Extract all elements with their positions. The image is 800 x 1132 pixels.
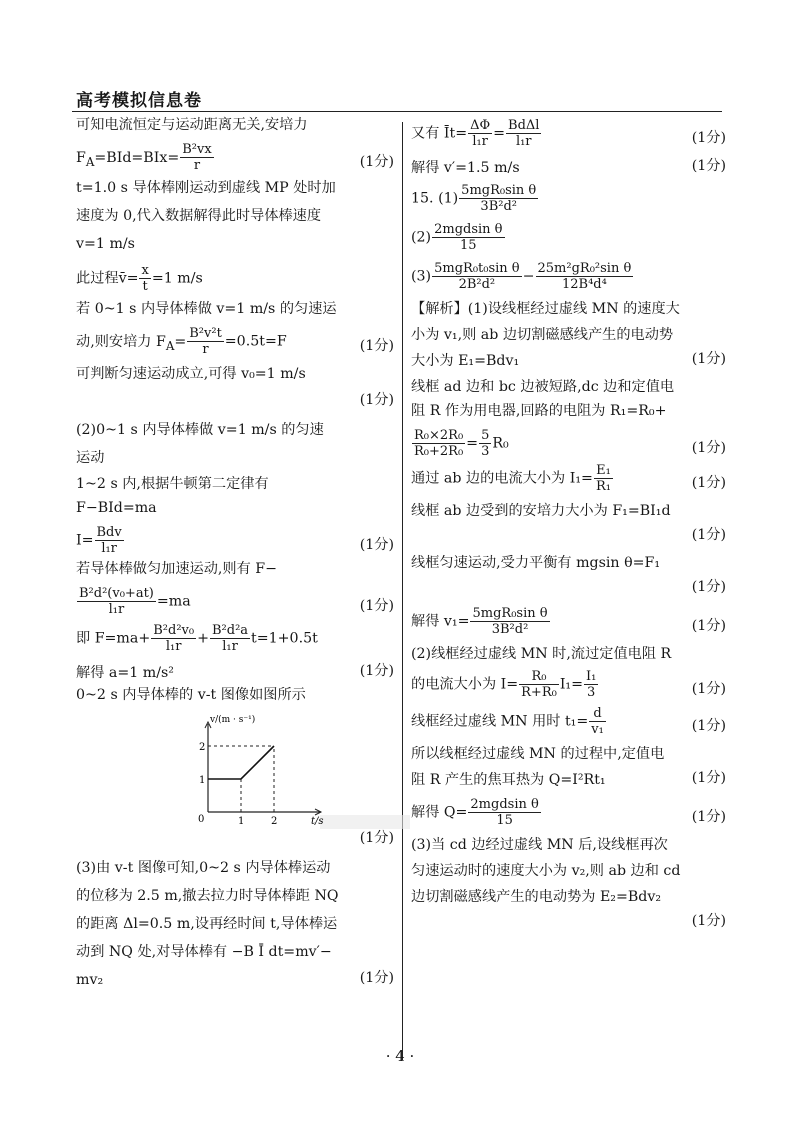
right-line: 阻 R 产生的焦耳热为 Q=I²Rt₁ (1分) xyxy=(411,770,726,788)
fraction: $\frac{\text{Bdv}}{\text{l₁r}}$ xyxy=(96,525,122,556)
fraction: $\frac{\text{25m²gR₀²sin θ}}{\text{12B⁴d⁴}}$ xyxy=(537,261,632,292)
left-line: 此过程v̄= $\frac{x}{t}$ =1 m/s xyxy=(76,263,203,294)
left-line: (2)0~1 s 内导体棒做 v=1 m/s 的匀速 xyxy=(76,422,324,438)
left-line: 可知电流恒定与运动距离无关,安培力 xyxy=(76,117,308,133)
right-line: 解得 v′=1.5 m/s (1分) xyxy=(411,158,726,176)
score-mark: (1分) xyxy=(691,579,726,595)
score-mark: (1分) xyxy=(691,618,726,634)
fraction: $\frac{\text{R₀×2R₀}}{\text{R₀+2R₀}}$ xyxy=(414,428,464,459)
fraction: $\frac{\text{B²d²v₀}}{\text{l₁r}}$ xyxy=(153,623,195,654)
fraction: $\frac{\text{B²d²(v₀+at)}}{\text{l₁r}}$ xyxy=(79,586,154,617)
score-mark: (1分) xyxy=(359,830,394,846)
right-line: 小为 v₁,则 ab 边切割磁感线产生的电动势 xyxy=(411,327,674,343)
y-tick-label: 1 xyxy=(199,775,206,786)
score-mark: (1分) xyxy=(691,770,726,786)
x-tick-label: 2 xyxy=(271,816,278,827)
vt-line xyxy=(208,746,274,779)
score-mark: (1分) xyxy=(691,440,726,456)
fraction: $\frac{\text{BdΔl}}{\text{l₁r}}$ xyxy=(508,118,540,149)
left-line xyxy=(76,831,394,849)
left-line: 0~2 s 内导体棒的 v-t 图像如图所示 xyxy=(76,687,306,703)
score-mark: (1分) xyxy=(359,338,394,354)
fraction: $\frac{\text{5mgR₀t₀sin θ}}{\text{2B²d²}}$ xyxy=(434,261,520,292)
right-line: 阻 R 作为用电器,回路的电阻为 R₁=R₀+ xyxy=(411,403,667,419)
left-line: 动,则安培力 $F_A=$ $\frac{\text{B²v²t}}{r}$ =0.5t=F (1分) xyxy=(76,326,394,357)
right-line: (3)当 cd 边经过虚线 MN 后,设线框再次 xyxy=(411,837,668,853)
left-line: I= $\frac{\text{Bdv}}{\text{l₁r}}$ (1分) xyxy=(76,525,394,556)
right-line xyxy=(411,528,726,546)
vt-graph xyxy=(196,712,336,827)
score-mark: (1分) xyxy=(359,970,394,986)
score-mark: (1分) xyxy=(691,527,726,543)
origin-label: 0 xyxy=(198,814,205,825)
right-line xyxy=(411,580,726,598)
right-line: 所以线框经过虚线 MN 的过程中,定值电 xyxy=(411,746,665,762)
right-line: 匀速运动时的速度大小为 v₂,则 ab 边和 cd xyxy=(411,863,681,879)
fraction: $\frac{\text{R₀}}{\text{R+R₀}}$ xyxy=(521,669,557,700)
fraction: $\frac{\Delta\Phi}{\text{l₁r}}$ xyxy=(470,118,491,149)
right-line: 大小为 E₁=Bdv₁ (1分) xyxy=(411,351,726,369)
score-mark: (1分) xyxy=(359,663,394,679)
fraction: $\frac{\text{2mgdsin θ}}{15}$ xyxy=(434,222,503,253)
fraction: $\frac{\text{5mgR₀sin θ}}{\text{3B²d²}}$ xyxy=(461,183,537,214)
right-line: 线框 ad 边和 bc 边被短路,dc 边和定值电 xyxy=(411,379,675,395)
left-line: mv₂ (1分) xyxy=(76,970,394,988)
fraction: $\frac{d}{\text{v₁}}$ xyxy=(591,706,604,737)
score-mark: (1分) xyxy=(691,351,726,367)
column-divider xyxy=(402,122,403,1060)
score-mark: (1分) xyxy=(691,130,726,146)
left-line: (3)由 v-t 图像可知,0~2 s 内导体棒运动 xyxy=(76,860,331,876)
score-mark: (1分) xyxy=(691,913,726,929)
score-mark: (1分) xyxy=(691,158,726,174)
right-column xyxy=(411,114,726,932)
score-mark: (1分) xyxy=(359,537,394,553)
fraction: $\frac{\text{E₁}}{\text{R₁}}$ xyxy=(595,463,611,494)
right-line: 的电流大小为 I= $\frac{\text{R₀}}{\text{R+R₀}}$ I₁= $\frac{\text{I₁}}{3}$ (1分) xyxy=(411,669,726,700)
score-mark: (1分) xyxy=(691,681,726,697)
fraction: $\frac{5}{3}$ xyxy=(481,428,490,459)
score-mark: (1分) xyxy=(691,718,726,734)
right-line: 通过 ab 边的电流大小为 I₁= $\frac{\text{E₁}}{\text{R₁}}$ (1分) xyxy=(411,463,726,494)
fraction: $\frac{\text{5mgR₀sin θ}}{\text{3B²d²}}$ xyxy=(472,606,548,637)
y-axis-label: v/(m · s⁻¹) xyxy=(210,715,256,725)
left-line: 速度为 0,代入数据解得此时导体棒速度 xyxy=(76,208,322,224)
right-line: (2)线框经过虚线 MN 时,流过定值电阻 R xyxy=(411,646,672,662)
left-line: 的位移为 2.5 m,撤去拉力时导体棒距 NQ xyxy=(76,888,339,904)
right-line: 边切割磁感线产生的电动势为 E₂=Bdv₂ xyxy=(411,889,662,905)
right-line: 线框匀速运动,受力平衡有 mgsin θ=F₁ xyxy=(411,555,661,571)
header-rule xyxy=(72,111,722,112)
right-line: $\frac{\text{R₀×2R₀}}{\text{R₀+2R₀}}$ = $\frac{5}{3}$ R₀ (1分) xyxy=(414,428,726,459)
right-line xyxy=(411,914,726,932)
score-mark: (1分) xyxy=(359,154,394,170)
score-mark: (1分) xyxy=(359,598,394,614)
right-line: (2) $\frac{\text{2mgdsin θ}}{15}$ xyxy=(411,222,503,253)
right-line: (3) $\frac{\text{5mgR₀t₀sin θ}}{\text{2B²d²}}$ − $\frac{\text{25m²gR₀²sin θ}}{\text{12B⁴d⁴}}$ xyxy=(411,261,632,292)
left-line: 可判断匀速运动成立,可得 v₀=1 m/s xyxy=(76,366,306,382)
left-line: 运动 xyxy=(76,450,105,466)
left-line: F−BId=ma xyxy=(76,500,157,516)
y-tick-label: 2 xyxy=(199,742,206,753)
left-line: t=1.0 s 导体棒刚运动到虚线 MP 处时加 xyxy=(76,180,336,196)
right-line: 线框经过虚线 MN 用时 t₁= $\frac{d}{\text{v₁}}$ (1分) xyxy=(411,706,726,737)
fraction: $\frac{\text{B²v²t}}{r}$ xyxy=(189,326,222,357)
left-line: $F_A=BId=BIx=$ $\frac{\text{B²vx}}{r}$ (1分) xyxy=(76,142,394,173)
right-line: 15. (1) $\frac{\text{5mgR₀sin θ}}{\text{3B²d²}}$ xyxy=(411,183,537,214)
left-line: $\frac{\text{B²d²(v₀+at)}}{\text{l₁r}}$ =ma (1分) xyxy=(79,586,394,617)
left-line: 解得 a=1 m/s² (1分) xyxy=(76,663,394,681)
left-line: 若 0~1 s 内导体棒做 v=1 m/s 的匀速运 xyxy=(76,301,337,317)
right-line: 线框 ab 边受到的安培力大小为 F₁=BI₁d xyxy=(411,503,671,519)
x-tick-label: 1 xyxy=(238,816,245,827)
left-line: 1~2 s 内,根据牛顿第二定律有 xyxy=(76,476,269,492)
fraction: $\frac{\text{B²d²a}}{\text{l₁r}}$ xyxy=(211,623,249,654)
fraction: $\frac{\text{2mgdsin θ}}{15}$ xyxy=(470,797,539,828)
fraction: $\frac{\text{B²vx}}{r}$ xyxy=(182,142,212,173)
left-line: v=1 m/s xyxy=(76,236,135,252)
x-axis-label: t/s xyxy=(311,816,324,827)
left-line: 若导体棒做匀加速运动,则有 F− xyxy=(76,561,278,577)
left-line: 动到 NQ 处,对导体棒有 −B Ī dt=mv′− xyxy=(76,944,332,960)
right-line: 解得 Q= $\frac{\text{2mgdsin θ}}{15}$ (1分) xyxy=(411,797,726,828)
page-number: · 4 · xyxy=(385,1047,415,1065)
right-line: 【解析】(1)设线框经过虚线 MN 的速度大 xyxy=(411,301,680,317)
score-mark: (1分) xyxy=(359,392,394,408)
fraction: $\frac{x}{t}$ xyxy=(141,263,149,294)
left-line xyxy=(76,393,394,411)
right-line: 解得 v₁= $\frac{\text{5mgR₀sin θ}}{\text{3B²d²}}$ (1分) xyxy=(411,606,726,637)
fraction: $\frac{\text{I₁}}{3}$ xyxy=(586,669,597,700)
left-line: 即 F=ma+ $\frac{\text{B²d²v₀}}{\text{l₁r}}$ + $\frac{\text{B²d²a}}{\text{l₁r}}$ t=1+0.5t xyxy=(76,623,318,654)
score-mark: (1分) xyxy=(691,809,726,825)
page-header: 高考模拟信息卷 xyxy=(76,91,202,111)
left-column xyxy=(76,114,394,989)
left-line: 的距离 Δl=0.5 m,设再经时间 t,导体棒运 xyxy=(76,916,338,932)
score-mark: (1分) xyxy=(691,475,726,491)
right-line: 又有 Īt= $\frac{\Delta\Phi}{\text{l₁r}}$ = $\frac{\text{BdΔl}}{\text{l₁r}}$ (1分) xyxy=(411,118,726,149)
